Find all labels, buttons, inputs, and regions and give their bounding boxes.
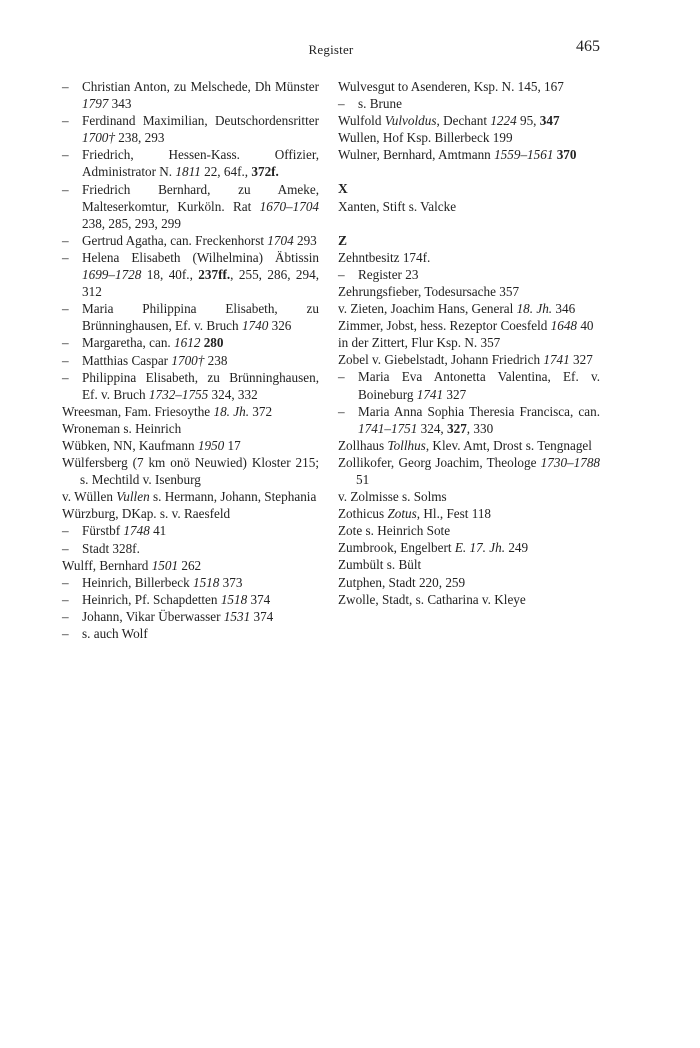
entry-text: 17	[224, 437, 241, 453]
index-entry	[338, 591, 600, 608]
entry-text: 327	[443, 386, 467, 402]
index-entry	[338, 146, 600, 163]
index-subentry	[62, 300, 319, 334]
index-entry	[338, 556, 600, 573]
index-entry	[62, 557, 319, 574]
entry-italic-text: 1741	[416, 386, 444, 402]
index-entry	[338, 334, 600, 351]
entry-text: Wulff, Bernhard	[62, 557, 152, 573]
running-header	[62, 38, 600, 60]
entry-italic-text: 1559–1561	[494, 147, 554, 163]
entry-italic-text: 1740	[241, 318, 269, 334]
entry-text: Zimmer, Jobst, hess. Rezeptor Coesfeld	[338, 318, 551, 334]
entry-bold-page-ref: 280	[203, 335, 224, 351]
entry-text: Wulner, Bernhard, Amtmann	[338, 147, 495, 163]
entry-text: s. auch Wolf	[82, 626, 148, 641]
entry-text: Heinrich, Billerbeck	[82, 574, 193, 590]
index-subentry	[338, 368, 600, 402]
entry-text: v. Zolmisse s. Solms	[338, 489, 447, 505]
entry-text: Maria Eva Antonetta Valentina, Ef. v. Boineburg	[358, 369, 600, 402]
index-subentry	[62, 608, 319, 625]
entry-text: Zote s. Heinrich Sote	[338, 523, 451, 539]
entry-text: , Klev. Amt, Drost s. Tengnagel	[425, 437, 592, 453]
index-entry	[338, 574, 600, 591]
index-subentry	[62, 352, 319, 369]
entry-italic-text: 1518	[192, 574, 220, 590]
page-number: 465	[576, 38, 600, 55]
entry-text: 293	[293, 232, 317, 248]
entry-text: Heinrich, Pf. Schapdetten	[82, 591, 221, 607]
entry-italic-text: Vulvoldus	[384, 113, 437, 129]
index-entry	[338, 249, 600, 266]
entry-text: Margaretha, can.	[82, 335, 175, 351]
index-entry	[338, 129, 600, 146]
index-entry	[62, 454, 319, 488]
entry-text: Christian Anton, zu Melschede, Dh Münster	[82, 79, 319, 94]
entry-italic-text: 1741	[543, 352, 570, 368]
entry-text: Xanten, Stift s. Valcke	[338, 198, 457, 214]
index-subentry	[62, 540, 319, 557]
index-entry	[338, 198, 600, 215]
index-subentry	[62, 625, 319, 642]
entry-text: 326	[268, 318, 292, 334]
entry-italic-text: Vullen	[116, 489, 150, 505]
index-subentry	[62, 591, 319, 608]
entry-text: v. Zieten, Joachim Hans, General	[338, 301, 517, 317]
entry-text: 95,	[516, 113, 540, 129]
entry-text: Wroneman s. Heinrich	[62, 420, 182, 436]
index-subentry	[62, 369, 319, 403]
entry-text: Matthias Caspar	[82, 352, 172, 368]
index-entry	[338, 112, 600, 129]
entry-text: Maria Anna Sophia Theresia Francisca, can.	[358, 403, 600, 419]
entry-text: v. Wüllen	[62, 489, 117, 505]
index-entry	[62, 488, 319, 505]
index-column-left	[62, 78, 319, 642]
entry-text: Würzburg, DKap. s. v. Raesfeld	[62, 506, 231, 522]
index-entry	[62, 505, 319, 522]
entry-text: Wulvesgut to Asenderen, Ksp. N. 145, 167	[338, 79, 564, 94]
entry-text: 262	[178, 557, 202, 573]
entry-italic-text: E. 17. Jh.	[454, 540, 506, 556]
entry-italic-text: 1700†	[82, 130, 115, 146]
entry-text: 324, 332	[208, 386, 258, 402]
entry-text: 41	[149, 523, 167, 539]
index-entry	[338, 300, 600, 317]
index-entry	[338, 283, 600, 300]
entry-text: Zollhaus	[338, 437, 388, 453]
entry-text: 373	[219, 574, 243, 590]
entry-text: in der Zittert, Flur Ksp. N. 357	[338, 335, 501, 351]
entry-text: Zobel v. Giebelstadt, Johann Friedrich	[338, 352, 544, 368]
index-entry	[338, 437, 600, 454]
entry-text: Zwolle, Stadt, s. Catharina v. Kleye	[338, 591, 526, 607]
entry-italic-text: 1741–1751	[358, 420, 418, 436]
entry-text: 327	[569, 352, 593, 368]
entry-text: Stadt 328f.	[82, 540, 140, 556]
entry-text: Wülfersberg (7 km onö Neuwied) Kloster 215; s. Mechtild v. Isenburg	[62, 455, 319, 488]
index-subentry	[62, 112, 319, 146]
entry-text: Fürstbf	[82, 523, 124, 539]
entry-text: Wreesman, Fam. Friesoythe	[62, 403, 214, 419]
index-entry	[338, 539, 600, 556]
entry-italic-text: 1224	[490, 113, 517, 129]
entry-text: s. Hermann, Johann, Stephania	[149, 489, 317, 505]
index-entry	[338, 351, 600, 368]
entry-text: Friedrich Bernhard, zu Ameke, Malteserkomtur, Kurköln. Rat	[82, 181, 319, 214]
index-subentry	[62, 232, 319, 249]
entry-text: 51	[356, 471, 370, 487]
entry-italic-text: 1501	[151, 557, 179, 573]
entry-text: 346	[552, 301, 576, 317]
index-subentry	[62, 334, 319, 351]
entry-text: 324,	[417, 420, 448, 436]
entry-bold-page-ref: 327	[447, 420, 467, 436]
entry-italic-text: 1700†	[171, 352, 205, 368]
index-subentry	[62, 249, 319, 300]
entry-text: Zumbrook, Engelbert	[338, 540, 455, 556]
entry-italic-text: 18. Jh.	[213, 403, 249, 419]
entry-bold-page-ref: 237ff.	[198, 267, 231, 283]
entry-text: 40	[577, 318, 594, 334]
index-subentry	[62, 181, 319, 232]
entry-italic-text: 1531	[223, 608, 251, 624]
entry-italic-text: 1797	[82, 96, 109, 112]
running-title: Register	[308, 42, 354, 57]
index-subentry	[62, 574, 319, 591]
entry-text: Zothicus	[338, 506, 388, 522]
entry-text: Ferdinand Maximilian, Deutschordensritter	[82, 113, 319, 129]
index-entry	[338, 78, 600, 95]
entry-text: Register 23	[358, 266, 419, 282]
entry-italic-text: 1704	[267, 232, 294, 248]
entry-text: Friedrich, Hessen-Kass. Offizier, Administrator N.	[82, 147, 319, 180]
entry-text: 249	[505, 540, 529, 556]
entry-italic-text: 1730–1788	[540, 454, 600, 470]
entry-text: Maria Philippina Elisabeth, zu Brünninghausen, Ef. v. Bruch	[82, 301, 319, 334]
entry-text: Philippina Elisabeth, zu Brünninghausen, Ef. v. Bruch	[82, 369, 319, 402]
section-letter: X	[338, 181, 348, 197]
index-entry	[62, 403, 319, 420]
entry-text: , 330	[466, 420, 494, 436]
section-letter: Z	[338, 232, 348, 248]
index-entry	[338, 488, 600, 505]
entry-text: Helena Elisabeth (Wilhelmina) Äbtissin	[82, 249, 319, 265]
entry-text: Gertrud Agatha, can. Freckenhorst	[82, 232, 268, 248]
index-subentry	[62, 146, 319, 180]
index-entry	[62, 420, 319, 437]
entry-text: Zumbült s. Bült	[338, 557, 422, 573]
entry-text: Wübken, NN, Kaufmann	[62, 437, 198, 453]
entry-italic-text: 1699–1728	[82, 267, 142, 283]
index-subentry	[62, 78, 319, 112]
entry-italic-text: 1950	[197, 437, 225, 453]
entry-bold-page-ref: 347	[539, 113, 560, 129]
entry-text: Zutphen, Stadt 220, 259	[338, 574, 466, 590]
entry-text: s. Brune	[358, 96, 402, 112]
index-subentry	[62, 522, 319, 539]
entry-italic-text: 1612	[174, 335, 201, 351]
entry-text: Wullen, Hof Ksp. Billerbeck 199	[338, 130, 513, 146]
entry-italic-text: 1648	[550, 318, 578, 334]
index-entry	[338, 522, 600, 539]
index-entry	[338, 454, 600, 488]
entry-text: 372	[249, 403, 273, 419]
entry-text: Wulfold	[338, 113, 385, 129]
entry-text: Zehrungsfieber, Todesursache 357	[338, 283, 520, 299]
entry-bold-page-ref: 372f.	[251, 164, 279, 180]
entry-italic-text: 1811	[175, 164, 201, 180]
entry-text: 238, 293	[114, 130, 165, 146]
entry-text: Zehntbesitz 174f.	[338, 249, 431, 265]
index-entry	[338, 317, 600, 334]
entry-text: 22, 64f.,	[200, 164, 252, 180]
index-subentry	[338, 95, 600, 112]
entry-italic-text: 1748	[123, 523, 150, 539]
entry-text: , Hl., Fest 118	[416, 506, 492, 522]
entry-text: Johann, Vikar Überwasser	[82, 608, 224, 624]
entry-text: 343	[108, 96, 132, 112]
entry-text: 374	[250, 608, 274, 624]
index-subentry	[338, 266, 600, 283]
index-column-right	[338, 78, 600, 608]
index-subentry	[338, 403, 600, 437]
entry-italic-text: 18. Jh.	[516, 301, 553, 317]
entry-italic-text: 1732–1755	[148, 386, 209, 402]
entry-text: 238, 285, 293, 299	[82, 215, 181, 231]
entry-text: 238	[204, 352, 228, 368]
index-entry	[62, 437, 319, 454]
entry-italic-text: Zotus	[387, 506, 417, 522]
entry-text: 374	[247, 591, 271, 607]
entry-bold-page-ref: 370	[556, 147, 577, 163]
entry-italic-text: 1518	[220, 591, 248, 607]
index-entry	[338, 505, 600, 522]
entry-text: , Dechant	[436, 113, 491, 129]
entry-text: 18, 40f.,	[141, 267, 199, 283]
entry-italic-text: 1670–1704	[259, 198, 319, 214]
entry-text: , 255, 286, 294, 312	[82, 267, 319, 300]
entry-italic-text: Tollhus	[387, 437, 426, 453]
entry-text: Zollikofer, Georg Joachim, Theologe	[338, 454, 541, 470]
